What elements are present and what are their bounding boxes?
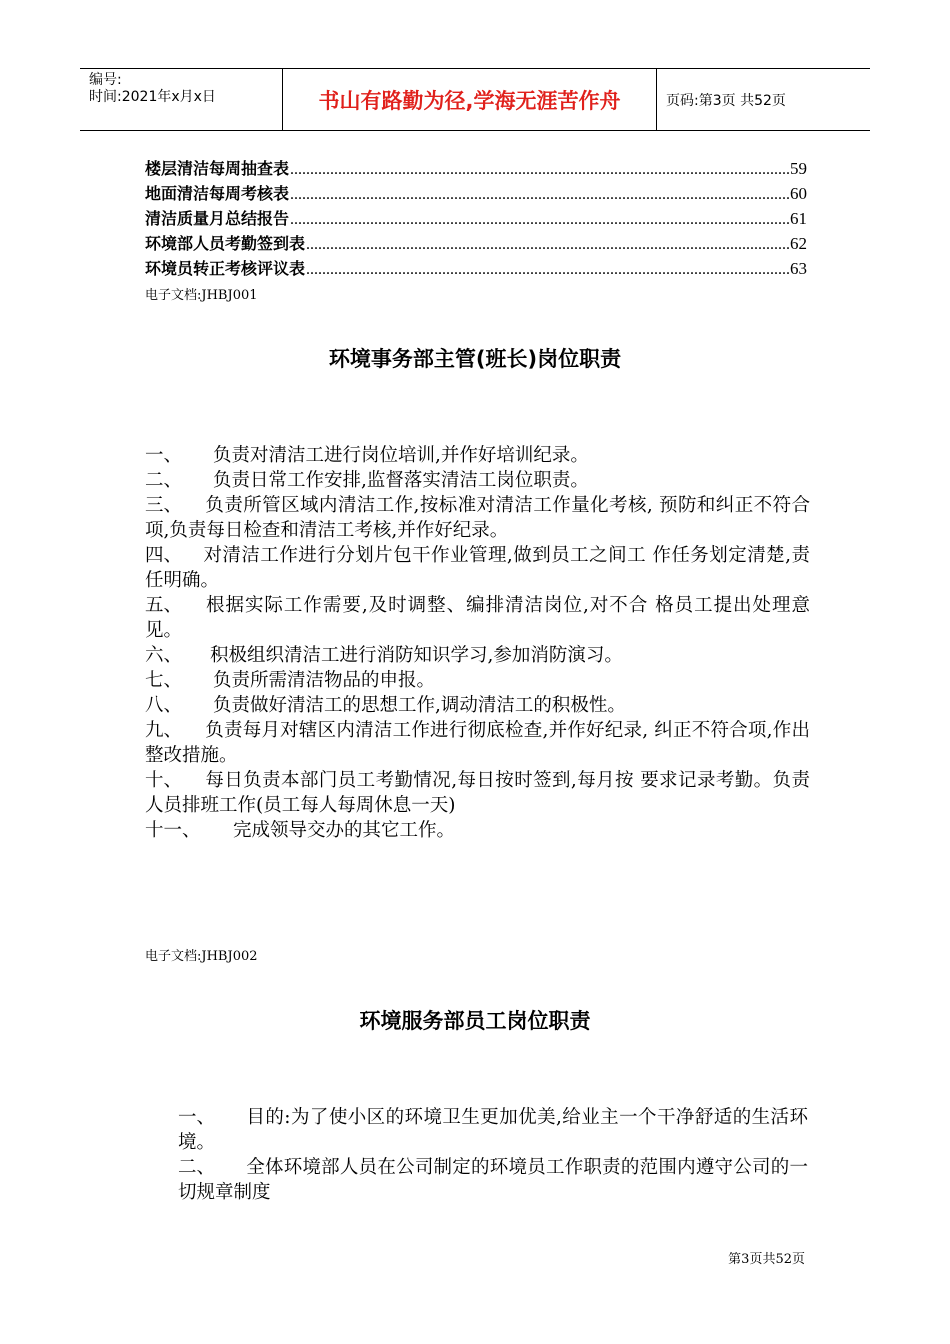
duty-item [145,443,810,468]
duty-item [145,643,810,668]
duty-item [145,593,810,643]
duty-item [145,468,810,493]
section-title: 环境事务部主管(班长)岗位职责 [328,347,622,371]
duty-text: 全体环境部人员在公司制定的环境员工作职责的范围内遵守公司的一切规章制度 [178,1157,808,1203]
duty-number: 九、 [145,720,183,741]
toc-leader [290,186,789,204]
toc-entry[interactable] [145,156,807,181]
toc-entry-page: 59 [790,159,807,178]
duty-number: 二、 [178,1157,216,1178]
duty-item [145,718,810,768]
toc-entry-title: 楼层清洁每周抽查表 [145,159,290,178]
duty-item [145,493,810,543]
duty-text: 负责日常工作安排,监督落实清洁工岗位职责。 [213,470,589,491]
toc-entry[interactable] [145,231,807,256]
duty-list [145,443,810,843]
page-footer: 第3页共52页 [728,1252,805,1267]
toc-leader [290,161,789,179]
header-page-info: 页码:第3页 共52页 [666,92,786,109]
toc-leader [306,261,789,279]
section-title: 环境服务部员工岗位职责 [359,1009,591,1033]
duty-text: 负责每月对辖区内清洁工作进行彻底检查,并作好纪录, 纠正不符合项,作出整改措施。 [145,720,810,766]
duty-number: 十、 [145,770,183,791]
duty-number: 一、 [178,1107,216,1128]
toc-entry-page: 61 [790,209,807,228]
duty-number: 四、 [145,545,183,566]
toc-entry-page: 63 [790,259,807,278]
document-number: 电子文档:JHBJ001 [145,288,258,303]
duty-number: 二、 [145,470,183,491]
duty-number: 七、 [145,670,183,691]
duty-item [145,693,810,718]
duty-text: 负责所管区域内清洁工作,按标准对清洁工作量化考核, 预防和纠正不符合项,负责每日检查和清洁工考核,并作好纪录。 [145,495,810,541]
duty-number: 六、 [145,645,183,666]
duty-item [145,818,810,843]
duty-text: 每日负责本部门员工考勤情况,每日按时签到,每月按 要求记录考勤。负责人员排班工作(员工每人每周休息一天) [145,770,810,816]
duty-number: 三、 [145,495,183,516]
document-number: 电子文档:JHBJ002 [145,949,258,964]
duty-item [145,543,810,593]
duty-text: 负责对清洁工进行岗位培训,并作好培训纪录。 [213,445,589,466]
duty-text: 根据实际工作需要,及时调整、编排清洁岗位,对不合 格员工提出处理意见。 [145,595,810,641]
header-motto: 书山有路勤为径,学海无涯苦作舟 [282,69,657,130]
duty-text: 负责做好清洁工的思想工作,调动清洁工的积极性。 [213,695,626,716]
duty-text: 对清洁工作进行分划片包干作业管理,做到员工之间工 作任务划定清楚,责任明确。 [145,545,810,591]
duty-item [178,1155,808,1205]
toc-entry-title: 地面清洁每周考核表 [145,184,290,203]
duty-number: 八、 [145,695,183,716]
header-time: 时间:2021年x月x日 [89,89,216,105]
page-header [80,68,870,131]
duty-text: 负责所需清洁物品的申报。 [213,670,436,691]
toc-entry-page: 62 [790,234,807,253]
toc-entry[interactable] [145,256,807,281]
header-meta [80,69,282,130]
duty-number: 五、 [145,595,183,616]
duty-text: 目的:为了使小区的环境卫生更加优美,给业主一个干净舒适的生活环境。 [178,1107,808,1153]
toc-leader [290,211,789,229]
duty-list [178,1105,808,1205]
toc-leader [306,236,789,254]
toc-entry[interactable] [145,206,807,231]
toc-entry-title: 清洁质量月总结报告 [145,209,290,228]
header-number: 编号: [89,72,122,88]
duty-number: 一、 [145,445,183,466]
duty-item [145,668,810,693]
table-of-contents [145,156,807,281]
duty-text: 完成领导交办的其它工作。 [233,820,456,841]
toc-entry-title: 环境部人员考勤签到表 [145,234,306,253]
toc-entry[interactable] [145,181,807,206]
toc-entry-page: 60 [790,184,807,203]
duty-number: 十一、 [145,820,201,841]
duty-item [178,1105,808,1155]
duty-text: 积极组织清洁工进行消防知识学习,参加消防演习。 [210,645,623,666]
duty-item [145,768,810,818]
toc-entry-title: 环境员转正考核评议表 [145,259,306,278]
